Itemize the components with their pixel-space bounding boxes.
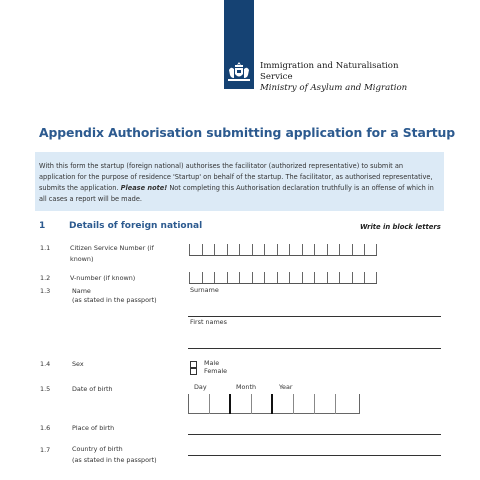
male-checkbox[interactable]: [190, 361, 197, 368]
intro-text: [39, 161, 441, 205]
field-sublabel-1-7: (as stated in the passport): [72, 456, 157, 464]
citizen-service-number-input[interactable]: [189, 244, 377, 256]
field-number-1-2: 1.2: [40, 274, 51, 282]
v-number-input[interactable]: [189, 272, 377, 284]
field-label-1-2: V-number (if known): [70, 274, 136, 282]
field-number-1-6: 1.6: [40, 424, 51, 432]
document-title: Appendix Authorisation submitting application for a Startup: [39, 125, 456, 140]
field-sublabel-1-3: (as stated in the passport): [72, 296, 157, 304]
agency-name-line2: Service: [260, 72, 293, 82]
field-number-1-5: 1.5: [40, 385, 51, 393]
month-label: Month: [236, 383, 257, 391]
field-number-1-7: 1.7: [40, 446, 51, 454]
coat-of-arms-icon: [226, 60, 252, 84]
surname-label: Surname: [190, 286, 219, 294]
intro-text-part2: Not completing this Authorisation declaration truthfully is an offense of which in all cases a report will be made.: [39, 184, 434, 204]
first-names-label: First names: [190, 318, 227, 326]
field-label-1-5: Date of birth: [72, 385, 113, 393]
section-note: Write in block letters: [360, 223, 441, 231]
field-label-1-3: Name: [72, 287, 91, 295]
field-label-1-6: Place of birth: [72, 424, 115, 432]
female-checkbox[interactable]: [190, 368, 197, 375]
field-number-1-4: 1.4: [40, 360, 51, 368]
first-names-input-line[interactable]: [188, 348, 441, 349]
female-label: Female: [204, 367, 228, 375]
agency-name-line1: Immigration and Naturalisation: [260, 61, 399, 71]
intro-note-label: Please note!: [120, 184, 168, 193]
country-of-birth-input-line[interactable]: [188, 455, 441, 456]
surname-input-line[interactable]: [188, 316, 441, 317]
section-number: 1: [39, 221, 46, 231]
place-of-birth-input-line[interactable]: [188, 434, 441, 435]
field-number-1-3: 1.3: [40, 287, 51, 295]
intro-text-part1: With this form the startup (foreign national) authorises the facilitator (authorized representative) to submit an application for the purpose of residence 'Startup' on behalf of the startup. The facilitator, as authorised representative, submits the application.: [39, 162, 433, 193]
field-label-1-4: Sex: [72, 360, 84, 368]
day-label: Day: [194, 383, 207, 391]
field-label-1-7: Country of birth: [72, 445, 123, 453]
ministry-name: Ministry of Asylum and Migration: [260, 83, 408, 93]
section-title: Details of foreign national: [69, 221, 203, 231]
field-label-1-1-line2: known): [70, 255, 94, 263]
year-label: Year: [279, 383, 293, 391]
field-number-1-1: 1.1: [40, 244, 51, 252]
date-of-birth-input[interactable]: [188, 394, 360, 414]
field-label-1-1: [70, 243, 154, 265]
male-label: Male: [204, 359, 220, 367]
field-label-1-1-line1: Citizen Service Number (if: [70, 244, 154, 252]
